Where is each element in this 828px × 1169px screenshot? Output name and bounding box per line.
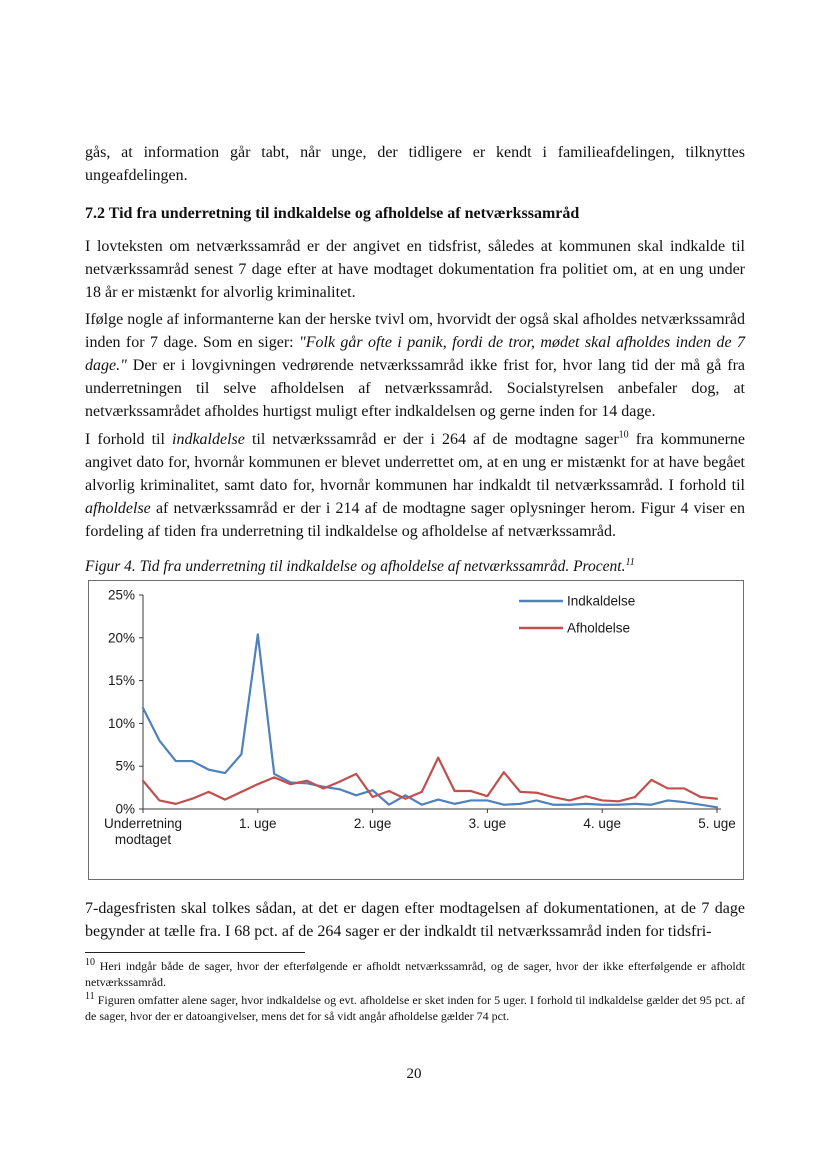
paragraph-after-figure: 7-dagesfristen skal tolkes sådan, at det er dagen efter modtagelsen af dokumentationen, at de 7 dage begynder at tælle fra. I 68 pct. af de 264 sager er der indkaldt til netværkssamråd inden for tidsfri- <box>85 900 745 940</box>
paragraph-quote-lead: Ifølge nogle af informanterne kan der herske tvivl om, hvorvidt der også skal afholdes netværkssamråd inden for 7 dage. Som en siger: <box>85 311 745 351</box>
line-chart <box>89 581 743 879</box>
x-axis-label: 4. uge <box>583 816 621 831</box>
x-axis-label: 1. uge <box>239 816 277 831</box>
y-axis-label: 15% <box>107 673 135 689</box>
inline-quote: "Folk går ofte i panik, fordi de tror, mødet skal afholdes inden de 7 dage." <box>85 334 745 374</box>
y-axis-label: 5% <box>115 758 135 774</box>
footnote-10: $^{10}$ Heri indgår både de sager, hvor der efterfølgende er afholdt netværkssamråd, og de sager, hvor der ikke efterfølgende er afholdt netværkssamråd. <box>85 957 745 989</box>
legend-label-afholdelse: Afholdelse <box>567 620 631 636</box>
x-axis-label: 3. uge <box>468 816 507 831</box>
footnote-ref-10: 10 <box>618 429 629 441</box>
figure-caption: Figur 4. Tid fra underretning til indkaldelse og afholdelse af netværkssamråd. Procent.$^{11}$ <box>85 556 635 575</box>
footnote-ref-11: 11 <box>625 556 635 568</box>
footnote-11: $^{11}$ Figuren omfatter alene sager, hvor indkaldelse og evt. afholdelse er sket inden for 5 uger. I forhold til indkaldelse gælder det 95 pct. af de sager, hvor der er datoangivelser, mens det for så vidt angår afholdelse gælder 74 pct. <box>85 991 745 1023</box>
paragraph-quote <box>85 308 745 423</box>
italic-afholdelse: afholdelse <box>85 500 151 517</box>
x-axis-label: Underretning modtaget <box>103 816 183 847</box>
footnotes-block <box>85 952 745 1027</box>
y-axis-label: 25% <box>107 587 135 603</box>
y-axis-label: 20% <box>107 630 135 646</box>
paragraph-quote-tail: Der er i lovgivningen vedrørende netværkssamråd ikke frist for, hvor lang tid der må gå fra underretningen til selve afholdelsen af netværkssamråd. Socialstyrelsen anbefaler dog, at netværkssamrådet afholdes hurtigst muligt efter indkaldelsen og gerne inden for 14 dage. <box>85 357 745 420</box>
x-axis-label: 5. uge <box>698 816 736 831</box>
italic-indkaldelse: indkaldelse <box>172 431 245 448</box>
paragraph-lovtekst: I lovteksten om netværkssamråd er der angivet en tidsfrist, således at kommunen skal indkalde til netværkssamråd senest 7 dage efter at have modtaget dokumentation fra politiet om, at en ung under 18 år er mistænkt for alvorlig kriminalitet. <box>85 238 745 301</box>
figure4-chart <box>88 580 744 880</box>
series-indkaldelse <box>143 634 717 807</box>
x-axis-label: 2. uge <box>353 816 392 831</box>
intro-paragraph: gås, at information går tabt, når unge, der tidligere er kendt i familieafdelingen, tilknyttes ungeafdelingen. <box>85 144 745 184</box>
section-heading: 7.2 Tid fra underretning til indkaldelse og afholdelse af netværkssamråd <box>85 205 580 222</box>
series-afholdelse <box>143 758 717 804</box>
y-axis-label: 0% <box>115 801 135 817</box>
legend-label-indkaldelse: Indkaldelse <box>567 593 636 609</box>
y-axis-label: 10% <box>107 715 135 731</box>
paragraph-figure-ref: I forhold til indkaldelse til netværkssamråd er der i 264 af de modtagne sager$^{10}$ fra kommunerne angivet dato for, hvornår kommunen er blevet underrettet om, at en ung er mistænkt for at have begået alvorlig kriminalitet, samt dato for, hvornår kommunen har indkaldt til netværkssamråd. I forhold til afholdelse af netværkssamråd er der i 214 af de modtagne sager oplysninger herom. Figur 4 viser en fordeling af tiden fra underretning til indkaldelse og afholdelse af netværkssamråd. <box>85 429 745 540</box>
footnote-separator <box>85 952 305 953</box>
page-number: 20 <box>406 1066 422 1082</box>
